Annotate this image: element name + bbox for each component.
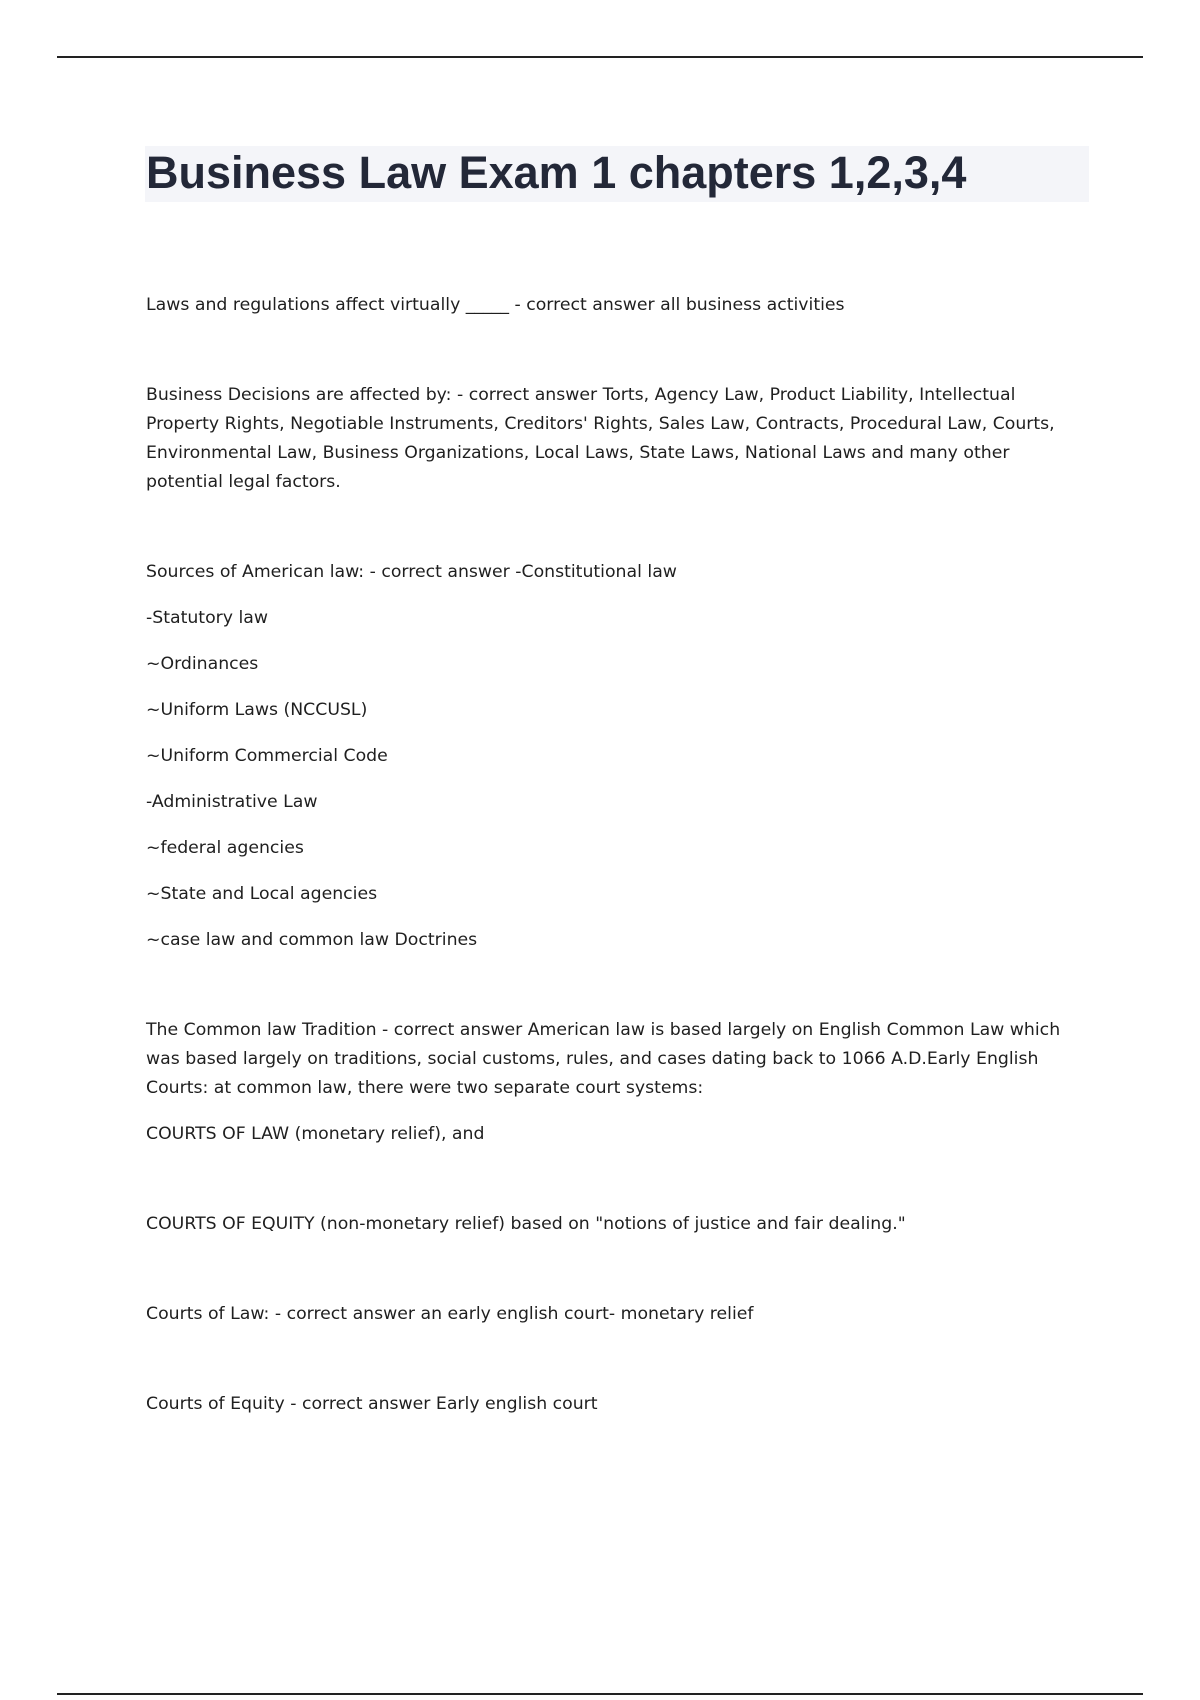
paragraph-sources-american-law: Sources of American law: - correct answer -Constitutional law [146,562,677,582]
paragraph-courts-of-equity: Courts of Equity - correct answer Early english court [146,1394,598,1414]
list-item-administrative-law: -Administrative Law [146,792,318,812]
list-item-federal-agencies: ~federal agencies [146,838,304,858]
document-body [146,291,1086,1419]
list-item-statutory-law: -Statutory law [146,608,268,628]
paragraph-business-decisions: Business Decisions are affected by: - correct answer Torts, Agency Law, Product Liability, Intellectual Property Rights, Negotiable Instruments, Creditors' Rights, Sales Law, Contracts, Procedural Law, Courts, Environmental Law, Business Organizations, Local Laws, State Laws, National Laws and many other potential legal factors. [146,385,1055,492]
list-item-state-local-agencies: ~State and Local agencies [146,884,378,904]
bottom-divider [57,1693,1143,1695]
paragraph-laws-regulations: Laws and regulations affect virtually _____ - correct answer all business activities [146,295,845,315]
paragraph-courts-of-equity-upper: COURTS OF EQUITY (non-monetary relief) based on "notions of justice and fair dealing." [146,1214,906,1234]
paragraph-common-law-tradition: The Common law Tradition - correct answer American law is based largely on English Common Law which was based largely on traditions, social customs, rules, and cases dating back to 1066 A.D.Early English Courts: at common law, there were two separate court systems: [146,1020,1061,1098]
top-divider [57,56,1143,58]
list-item-ordinances: ~Ordinances [146,654,259,674]
list-item-case-law: ~case law and common law Doctrines [146,930,478,950]
paragraph-courts-of-law: Courts of Law: - correct answer an early english court- monetary relief [146,1304,754,1324]
paragraph-courts-of-law-upper: COURTS OF LAW (monetary relief), and [146,1124,485,1144]
list-item-uniform-laws: ~Uniform Laws (NCCUSL) [146,700,368,720]
list-item-uniform-commercial-code: ~Uniform Commercial Code [146,746,388,766]
document-title: Business Law Exam 1 chapters 1,2,3,4 [146,147,967,198]
